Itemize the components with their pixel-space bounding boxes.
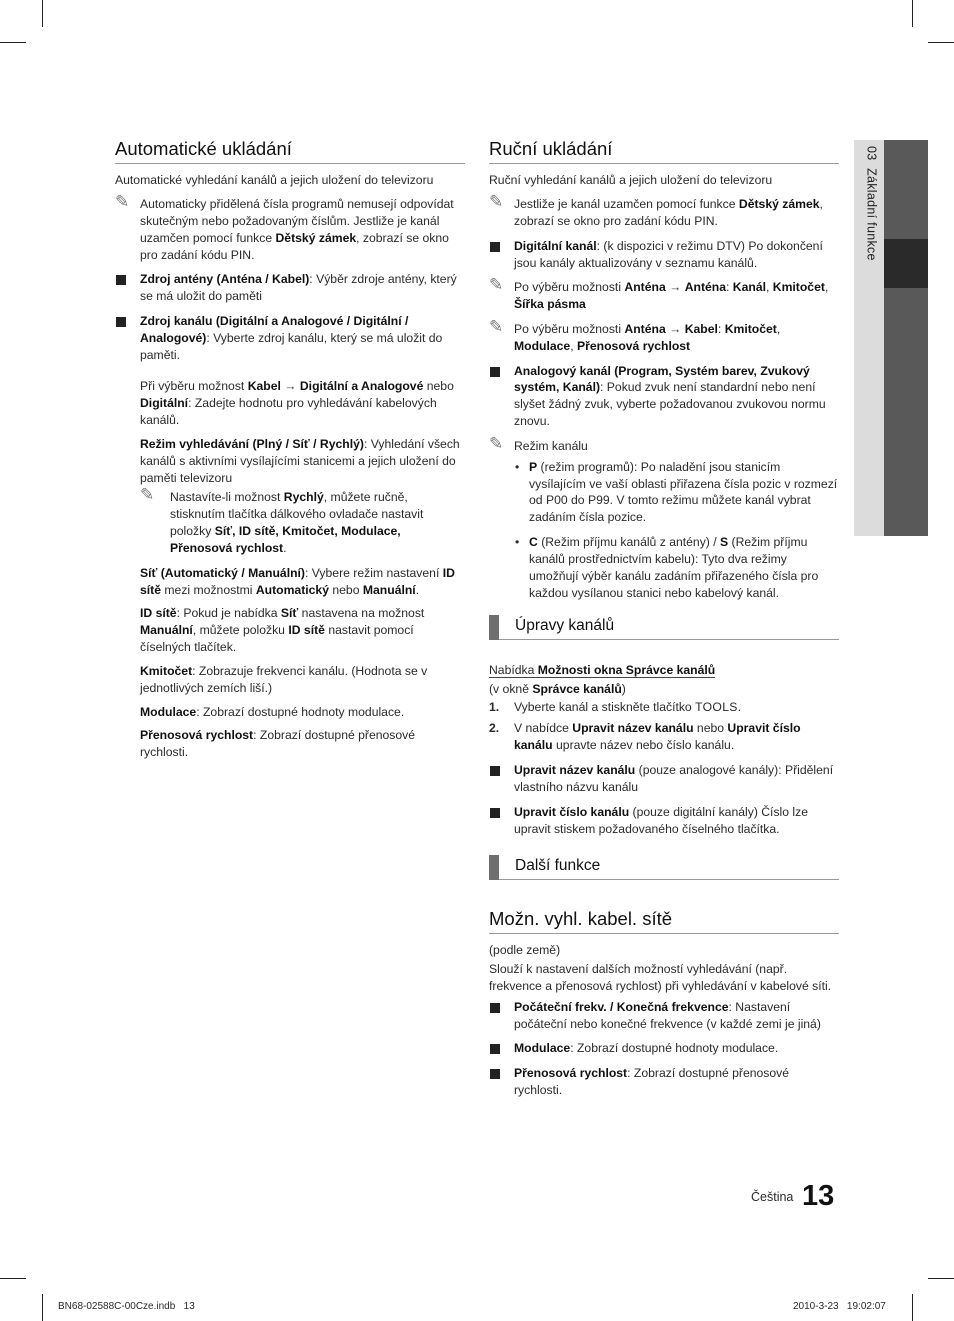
bullet-square-icon [490,242,500,252]
bullet-item: Modulace: Zobrazí dostupné hodnoty modulace. [489,1040,839,1057]
note-icon: ✎ [489,275,504,295]
menu-path: Nabídka Možnosti okna Správce kanálů [489,663,716,677]
bullet-item: Analogový kanál (Program, Systém barev, Zvukový systém, Kanál): Pokud zvuk není standardní nebo není slyšet žádný zvuk, vyberte požadovanou zvukovou normu znovu. [489,363,839,430]
note-icon: ✎ [489,316,504,336]
paragraph: Modulace: Zobrazí dostupné hodnoty modulace. [140,704,405,719]
list-item: • C (Režim příjmu kanálů z antény) / S (Režim příjmu kanálů prostřednictvím kabelu): Tyto dva režimy umožňují výběr kanálu zadáním přiřazeného čísla pro každou vysílanou stanici nebo kabelový kanál. [515,535,819,600]
print-slug-file: BN68-02588C-00Cze.indb 13 [58,1301,195,1312]
intro-text: Automatické vyhledání kanálů a jejich uložení do televizoru [115,173,434,188]
step-item: 1. Vyberte kanál a stiskněte tlačítko TOOLS. [489,699,742,714]
note: ✎ Nastavíte-li možnost Rychlý, můžete ručně, stisknutím tlačítka dálkového ovladače nastavit položky Síť, ID sítě, Kmitočet, Modulace, Přenosová rychlost. [140,485,424,555]
subsection-title: Další funkce [489,855,839,880]
bullet-item: Zdroj kanálu (Digitální a Analogové / Digitální / Analogové): Vyberte zdroj kanálu, který se má uložit do paměti. [115,313,465,363]
print-slug-timestamp: 2010-3-23 19:02:07 [793,1301,886,1312]
side-tab-block [884,140,928,536]
section-title: Automatické ukládání [115,138,465,164]
paragraph: Přenosová rychlost: Zobrazí dostupné přenosové rychlosti. [140,728,416,760]
note-icon: ✎ [489,192,504,212]
bullet-square-icon [490,808,500,818]
list-item: • P (režim programů): Po naladění jsou stanicím vysílajícím ve vaší oblasti přiřazena čísla pozic v rozmezí od P00 do P99. V tomto režimu můžete kanál vybrat zadáním čísla pozice. [515,459,838,525]
paragraph: Režim vyhledávání (Plný / Síť / Rychlý): Vyhledání všech kanálů s aktivními vysílajícími stanicemi a jejich uložení do paměti televizoru [140,436,460,485]
bullet-square-icon [490,1044,500,1054]
bullet-square-icon [116,275,126,285]
footer-language: Čeština [751,1190,794,1204]
crop-mark [912,1294,913,1321]
bullet-square-icon [490,1003,500,1013]
chapter-number: 03 [864,146,879,161]
note-icon: ✎ [489,433,504,453]
page-number: 13 [802,1180,835,1212]
bullet-item: Upravit název kanálu (pouze analogové kanály): Přidělení vlastního názvu kanálu [489,762,839,796]
left-column [115,138,465,768]
paragraph: Při výběru možnost Kabel → Digitální a Analogové nebo Digitální: Zadejte hodnotu pro vyhledávání kabelových kanálů. [140,379,454,428]
crop-mark [928,42,954,43]
bullet-square-icon [490,367,500,377]
section-title: Ruční ukládání [489,138,839,164]
note: ✎ Po výběru možnosti Anténa → Kabel: Kmitočet, Modulace, Přenosová rychlost [489,316,781,353]
note: ✎ Automaticky přidělená čísla programů nemusejí odpovídat skutečným nebo požadovaným číslům. Jestliže je kanál uzamčen pomocí funkce Dětský zámek, zobrazí se okno pro zadání kódu PIN. [115,192,454,262]
country-note: (podle země) [489,943,561,958]
bullet-square-icon [116,317,126,327]
crop-mark [42,1294,43,1321]
intro-text: Slouží k nastavení dalších možností vyhledávání (např. frekvence a přenosová rychlost) při vyhledávání v kabelové síti. [489,962,832,993]
chapter-title: Základní funkce [864,168,879,261]
crop-mark [42,0,43,27]
crop-mark [912,0,913,27]
bullet-item: Digitální kanál: (k dispozici v režimu DTV) Po dokončení jsou kanály aktualizovány v seznamu kanálů. [489,238,839,272]
note: ✎ Po výběru možnosti Anténa → Anténa: Kanál, Kmitočet, Šířka pásma [489,275,829,312]
section-title: Možn. vyhl. kabel. sítě [489,908,839,934]
bullet-square-icon [490,1069,500,1079]
crop-mark [0,42,26,43]
step-item: 2. V nabídce Upravit název kanálu nebo Upravit číslo kanálu upravte název nebo číslo kanálu. [489,721,801,753]
intro-text: Ruční vyhledání kanálů a jejich uložení do televizoru [489,173,773,188]
bullet-item: Počáteční frekv. / Konečná frekvence: Nastavení počáteční nebo konečné frekvence (v každé zemi je jiná) [489,999,839,1033]
crop-mark [928,1278,954,1279]
bullet-dot-icon: • [515,535,520,550]
bullet-dot-icon: • [515,459,520,474]
crop-mark [0,1278,26,1279]
side-tab-marker [884,239,928,288]
paragraph: Kmitočet: Zobrazuje frekvenci kanálu. (Hodnota se v jednotlivých zemích liší.) [140,663,428,695]
subsection-title: Úpravy kanálů [489,615,839,640]
note-icon: ✎ [140,485,155,505]
bullet-item: Zdroj antény (Anténa / Kabel): Výběr zdroje antény, který se má uložit do paměti [115,271,465,305]
bullet-square-icon [490,766,500,776]
note-icon: ✎ [115,192,130,212]
bullet-item: Upravit číslo kanálu (pouze digitální kanály) Číslo lze upravit stiskem požadovaného číselného tlačítka. [489,804,839,838]
menu-context: (v okně Správce kanálů) [489,681,626,696]
bullet-item: Přenosová rychlost: Zobrazí dostupné přenosové rychlosti. [489,1065,839,1099]
paragraph: Síť (Automatický / Manuální): Vybere režim nastavení ID sítě mezi možnostmi Automatický nebo Manuální. [140,565,455,597]
note: ✎ Jestliže je kanál uzamčen pomocí funkce Dětský zámek, zobrazí se okno pro zadání kódu PIN. [489,192,823,228]
right-column [489,138,839,1107]
paragraph: ID sítě: Pokud je nabídka Síť nastavena na možnost Manuální, můžete položku ID sítě nastavit pomocí číselných tlačítek. [140,606,425,655]
note: ✎ Režim kanálu [489,433,588,453]
side-tab-label [862,146,879,261]
